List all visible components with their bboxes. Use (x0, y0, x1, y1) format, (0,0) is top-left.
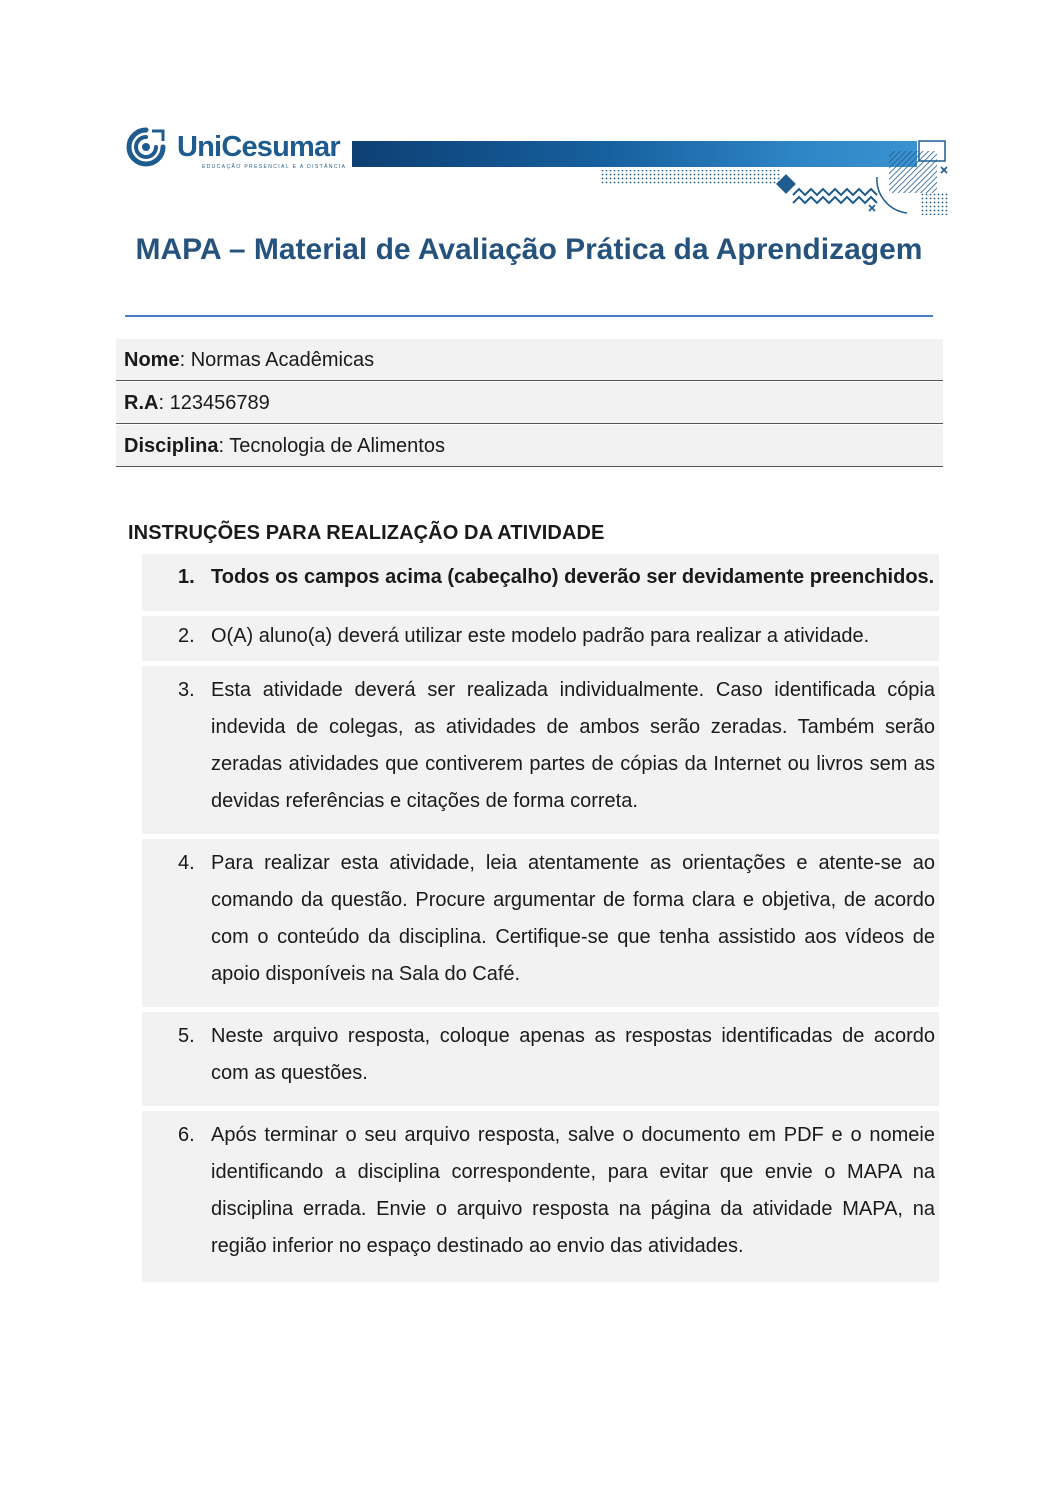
instructions-heading: INSTRUÇÕES PARA REALIZAÇÃO DA ATIVIDADE (128, 522, 605, 544)
instruction-item (142, 1012, 939, 1106)
instruction-text: Esta atividade deverá ser realizada individualmente. Caso identificada cópia indevida de colegas, as atividades de ambos serão zeradas. Também serão zeradas atividades que contiverem partes de cópias da Internet ou livros sem as devidas referências e citações de forma correta. (211, 679, 935, 812)
instruction-item (142, 554, 939, 611)
disciplina-row: Disciplina: Tecnologia de Alimentos (116, 425, 943, 467)
instruction-text: Todos os campos acima (cabeçalho) deverão ser devidamente preenchidos. (211, 566, 935, 588)
student-info-table (116, 339, 943, 467)
instruction-number: 2. (178, 625, 195, 647)
ra-value: 123456789 (169, 392, 270, 414)
instruction-item (142, 1111, 939, 1282)
instruction-item (142, 666, 939, 834)
logo-tagline: EDUCAÇÃO PRESENCIAL E A DISTÂNCIA (202, 164, 347, 170)
instruction-text: Neste arquivo resposta, coloque apenas as respostas identificadas de acordo com as questões. (211, 1025, 935, 1084)
instruction-text: Após terminar o seu arquivo resposta, salve o documento em PDF e o nomeie identificando a disciplina correspondente, para evitar que envie o MAPA na disciplina errada. Envie o arquivo resposta na página da atividade MAPA, na região inferior no espaço destinado ao envio das atividades. (211, 1124, 935, 1257)
disciplina-value: Tecnologia de Alimentos (229, 435, 445, 457)
logo-wordmark: UniCesumar (177, 131, 340, 163)
instruction-text: Para realizar esta atividade, leia atentamente as orientações e atente-se ao comando da questão. Procure argumentar de forma clara e objetiva, de acordo com o conteúdo da disciplina. Certifique-se que tenha assistido aos vídeos de apoio disponíveis na Sala do Café. (211, 852, 935, 985)
disciplina-label: Disciplina (124, 435, 219, 457)
unicesumar-logo (126, 127, 348, 173)
instruction-number: 4. (178, 852, 195, 874)
instruction-text: O(A) aluno(a) deverá utilizar este modelo padrão para realizar a atividade. (211, 625, 870, 647)
instruction-number: 5. (178, 1025, 195, 1047)
ra-label: R.A (124, 392, 159, 414)
unicesumar-logo-icon (126, 127, 166, 167)
instruction-number: 3. (178, 679, 195, 701)
instruction-number: 1. (178, 566, 195, 588)
document-title: MAPA – Material de Avaliação Prática da Aprendizagem (135, 233, 923, 266)
decorative-pattern (597, 137, 957, 219)
nome-value: Normas Acadêmicas (190, 349, 375, 371)
instruction-item (142, 839, 939, 1007)
ra-row: R.A: 123456789 (116, 382, 943, 424)
instruction-number: 6. (178, 1124, 195, 1146)
nome-label: Nome (124, 349, 180, 371)
title-divider (125, 315, 933, 317)
instructions-list (142, 554, 939, 1287)
instruction-item (142, 616, 939, 661)
nome-row: Nome: Normas Acadêmicas (116, 339, 943, 381)
